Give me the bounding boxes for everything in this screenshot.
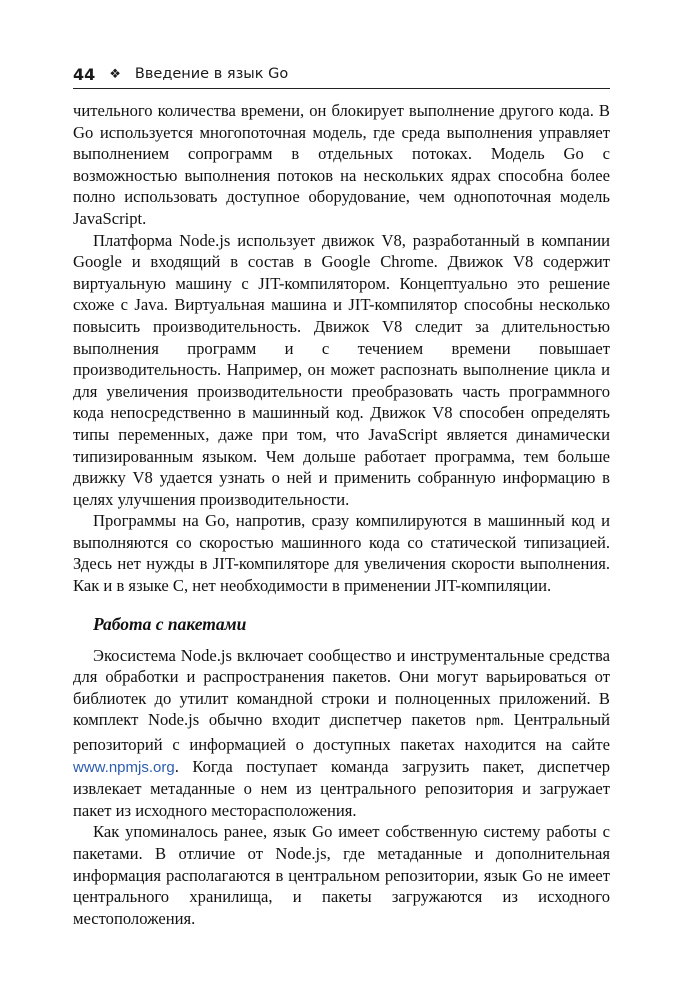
- paragraph-1: чительного количества времени, он блокирует выполнение другого кода. В Go используется многопоточная модель, где среда выполнения управляет выполнением сопрограмм в отдельных потоках. Модель Go с возможностью выполнения потоков на нескольких ядрах способна более полно использовать доступное оборудование, чем однопоточная модель JavaScript.: [73, 101, 610, 228]
- paragraph-3: Программы на Go, напротив, сразу компилируются в машинный код и выполняются со скоростью машинного кода со статической типизацией. Здесь нет нужды в JIT-компиляторе для увеличения скорости выполнения. Как и в языке C, нет необходимости в применении JIT-компиляции.: [73, 511, 610, 596]
- chapter-title: Введение в язык Go: [134, 66, 289, 82]
- paragraph-2: Платформа Node.js использует движок V8, разработанный в компании Google и входящий в состав в Google Chrome. Движок V8 содержит виртуальную машину с JIT-компилятором. Концептуально это решение схоже с Java. Виртуальная машина и JIT-компилятор способны несколько повысить производительность. Движок V8 следит за длительностью выполнения программ и с течением времени повышает производительность. Например, он может распознать выполнение цикла и для увеличения производительности преобразовать часть программного кода непосредственно в машинный код. Движок V8 способен определять типы переменных, даже при том, что JavaScript является динамически типизированным языком. Чем дольше работает программа, тем больше движку V8 удается узнать о ней и применить собранную информацию в целях улучшения производительности.: [73, 230, 610, 509]
- paragraph-4-text-c: . Когда поступает команда загрузить пакет, диспетчер извлекает метаданные о нем из центрального репозитория и загружает пакет из исходного месторасположения.: [73, 756, 610, 820]
- paragraph-4-text-b: . Центральный репозиторий с информацией о доступных пакетах находится на сайте: [73, 710, 611, 755]
- running-header: [73, 62, 610, 86]
- paragraph-4: [73, 645, 610, 822]
- paragraph-4-text-a: Экосистема Node.js включает сообщество и инструментальные средства для обработки и распространения пакетов. Они могут варьироваться от библиотек до утилит командной строки и полноценных приложений. В комплект Node.js обычно входит диспетчер пакетов: [73, 645, 610, 730]
- page-number: 44: [73, 64, 96, 84]
- npmjs-link[interactable]: www.npmjs.org: [73, 758, 175, 776]
- section-heading: Работа с пакетами: [93, 613, 247, 634]
- page-body: [73, 100, 610, 929]
- header-rule: [73, 88, 610, 89]
- paragraph-5: Как упоминалось ранее, язык Go имеет собственную систему работы с пакетами. В отличие от Node.js, где метаданные и дополнительная информация располагаются в центральном репозитории, язык Go не имеет центрального хранилища, и пакеты загружаются из исходного местоположения.: [73, 822, 610, 928]
- inline-code-npm: npm: [475, 715, 500, 731]
- diamond-ornament-icon: ❖: [109, 66, 121, 82]
